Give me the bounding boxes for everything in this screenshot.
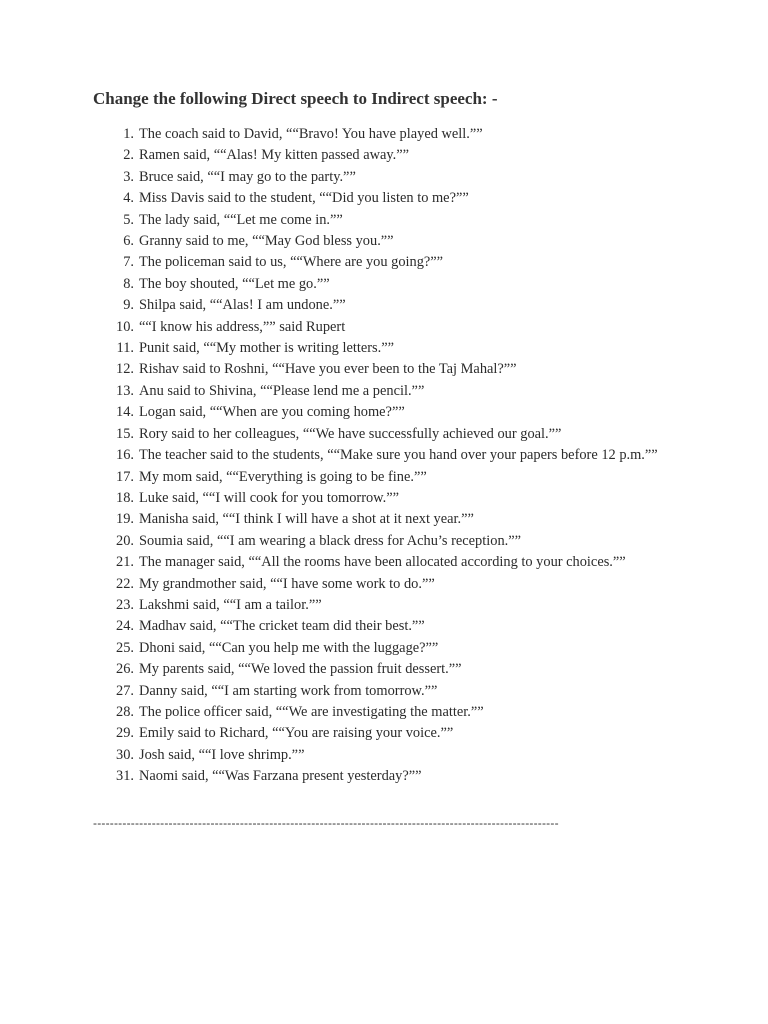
item-number: 22. (116, 575, 134, 592)
list-item (0, 424, 659, 445)
item-number: 19. (116, 511, 134, 528)
separator-line: --------------------------------------------------------------------------------------------------------------- (93, 816, 559, 830)
list-item (0, 638, 659, 659)
list-item (0, 124, 659, 145)
item-text: ““I know his address,”” said Rupert (139, 318, 346, 335)
item-number: 5. (123, 211, 134, 228)
item-text: Dhoni said, ““Can you help me with the luggage?”” (139, 639, 439, 656)
item-text: Granny said to me, ““May God bless you.”” (139, 233, 394, 250)
item-text: Madhav said, ““The cricket team did their best.”” (139, 618, 425, 635)
item-text: The teacher said to the students, ““Make sure you hand over your papers before 12 p.m.”” (139, 447, 658, 464)
item-number: 1. (123, 126, 134, 142)
item-text: Miss Davis said to the student, ““Did you listen to me?”” (139, 190, 469, 207)
list-item (0, 574, 659, 595)
item-number: 2. (123, 147, 134, 164)
item-text: Danny said, ““I am starting work from tomorrow.”” (139, 682, 438, 699)
item-text: Rishav said to Roshni, ““Have you ever been to the Taj Mahal?”” (139, 361, 517, 378)
list-item (0, 702, 659, 723)
item-number: 24. (116, 618, 134, 635)
item-number: 27. (116, 682, 134, 699)
list-item (0, 723, 659, 744)
list-item (0, 509, 659, 530)
item-number: 8. (123, 275, 134, 292)
list-item (0, 616, 659, 637)
item-number: 20. (116, 532, 134, 549)
list-item (0, 338, 659, 359)
item-text: Naomi said, ““Was Farzana present yesterday?”” (139, 768, 422, 785)
item-number: 25. (116, 639, 134, 656)
list-item (0, 766, 659, 787)
item-text: My parents said, ““We loved the passion fruit dessert.”” (139, 661, 462, 678)
list-item (0, 317, 659, 338)
item-text: Bruce said, ““I may go to the party.”” (139, 168, 356, 185)
list-item (0, 295, 659, 316)
item-number: 29. (116, 725, 134, 742)
page-title: Change the following Direct speech to Indirect speech: - (93, 89, 498, 108)
item-number: 7. (123, 254, 134, 271)
list-item (0, 745, 659, 766)
list-item (0, 402, 659, 423)
item-text: The policeman said to us, ““Where are you going?”” (139, 254, 444, 271)
item-text: The coach said to David, ““Bravo! You have played well.”” (139, 126, 483, 142)
list-item (0, 252, 659, 273)
list-item (0, 659, 659, 680)
item-number: 13. (116, 382, 134, 399)
item-number: 10. (116, 318, 134, 335)
item-number: 18. (116, 489, 134, 506)
item-number: 12. (116, 361, 134, 378)
item-text: My grandmother said, ““I have some work to do.”” (139, 575, 435, 592)
list-item (0, 231, 659, 252)
item-text: Manisha said, ““I think I will have a shot at it next year.”” (139, 511, 474, 528)
list-item (0, 552, 659, 573)
list-item (0, 359, 659, 380)
list-item (0, 467, 659, 488)
item-number: 28. (116, 703, 134, 720)
item-number: 6. (123, 233, 134, 250)
item-text: My mom said, ““Everything is going to be fine.”” (139, 468, 427, 485)
item-text: Soumia said, ““I am wearing a black dress for Achu’s reception.”” (139, 532, 522, 549)
list-item (0, 274, 659, 295)
item-number: 26. (116, 661, 134, 678)
item-number: 30. (116, 746, 134, 763)
item-text: Lakshmi said, ““I am a tailor.”” (139, 596, 322, 613)
list-item (0, 595, 659, 616)
item-text: Josh said, ““I love shrimp.”” (139, 746, 305, 763)
item-text: Punit said, ““My mother is writing letters.”” (139, 340, 394, 357)
item-text: The manager said, ““All the rooms have been allocated according to your choices.”” (139, 554, 626, 571)
item-text: The lady said, ““Let me come in.”” (139, 211, 343, 228)
item-text: Emily said to Richard, ““You are raising your voice.”” (139, 725, 454, 742)
item-number: 17. (116, 468, 134, 485)
item-text: The police officer said, ““We are investigating the matter.”” (139, 703, 484, 720)
item-number: 11. (116, 340, 134, 357)
item-text: Ramen said, ““Alas! My kitten passed away.”” (139, 147, 409, 164)
item-number: 15. (116, 425, 134, 442)
item-number: 23. (116, 596, 134, 613)
list-item (0, 681, 659, 702)
item-number: 4. (123, 190, 134, 207)
item-number: 9. (123, 297, 134, 314)
item-number: 31. (116, 768, 134, 785)
item-text: Anu said to Shivina, ““Please lend me a pencil.”” (139, 382, 425, 399)
item-number: 21. (116, 554, 134, 571)
list-item (0, 210, 659, 231)
list-item (0, 145, 659, 166)
list-item (0, 188, 659, 209)
item-text: Rory said to her colleagues, ““We have successfully achieved our goal.”” (139, 425, 562, 442)
item-text: Shilpa said, ““Alas! I am undone.”” (139, 297, 346, 314)
list-item (0, 445, 659, 466)
item-text: Luke said, ““I will cook for you tomorrow.”” (139, 489, 400, 506)
list-item (0, 381, 659, 402)
item-number: 14. (116, 404, 134, 421)
item-text: Logan said, ““When are you coming home?”” (139, 404, 405, 421)
list-item (0, 488, 659, 509)
list-item (0, 167, 659, 188)
question-list (0, 124, 768, 788)
item-number: 3. (123, 168, 134, 185)
item-number: 16. (116, 447, 134, 464)
item-text: The boy shouted, ““Let me go.”” (139, 275, 330, 292)
list-item (0, 531, 659, 552)
